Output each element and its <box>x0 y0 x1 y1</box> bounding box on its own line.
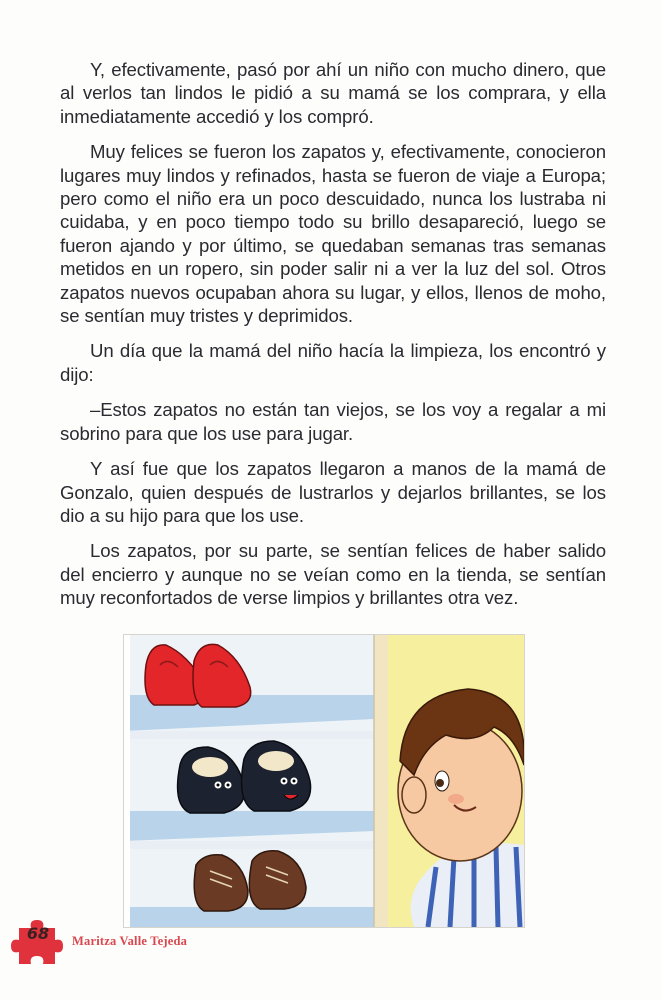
author-name: Maritza Valle Tejeda <box>72 934 188 948</box>
boy-figure <box>398 689 524 927</box>
shoes-shelf-illustration <box>123 634 525 928</box>
story-text <box>60 58 606 622</box>
paragraph-3: Un día que la mamá del niño hacía la limpieza, los encontró y dijo: <box>60 340 606 385</box>
paragraph-6: Los zapatos, por su parte, se sentían felices de haber salido del encierro y aunque no se veían como en la tienda, se sentían muy reconfortados de verse limpios y brillantes otra vez. <box>60 540 606 609</box>
paragraph-5: Y así fue que los zapatos llegaron a manos de la mamá de Gonzalo, quien después de lustrarlos y dejarlos brillantes, se los dio a su hijo para que los use. <box>60 458 606 526</box>
paragraph-4: –Estos zapatos no están tan viejos, se los voy a regalar a mi sobrino para que los use para jugar. <box>60 399 606 444</box>
page-number: 68 <box>26 924 50 943</box>
paragraph-2: Muy felices se fueron los zapatos y, efectivamente, conocieron lugares muy lindos y refinados, hasta se fueron de viaje a Europa; pero como el niño era un poco descuidado, nunca los lustraba ni cuidaba, y en poco tiempo todo su brillo desapareció, luego se fueron ajando y por último, se quedaban semanas tras semanas metidos en un ropero, sin poder salir ni a ver la luz del sol. Otros zapatos nuevos ocupaban ahora su lugar, y ellos, llenos de moho, se sentían muy tristes y deprimidos. <box>60 141 606 327</box>
paragraph-1: Y, efectivamente, pasó por ahí un niño con mucho dinero, que al verlos tan lindos le pidió a su mamá se los comprara, y ella inmediatamente accedió y los compró. <box>60 59 606 127</box>
